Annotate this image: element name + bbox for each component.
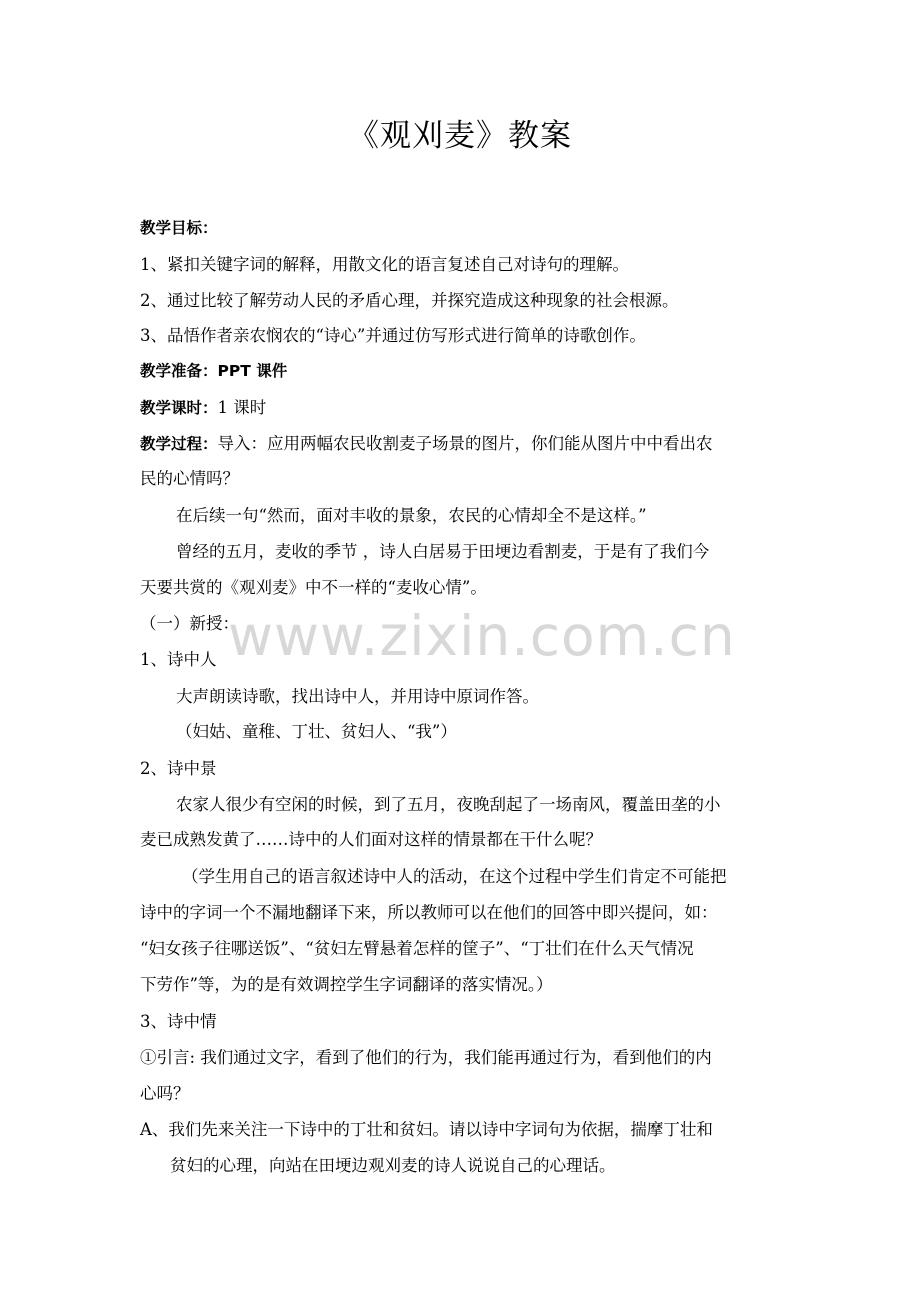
subsection-1-answer: （妇姑、童稚、丁壮、贫妇人、“我”）	[176, 722, 457, 741]
process-intro-line-1: 导入：应用两幅农民收割麦子场景的图片，你们能从图片中中看出农	[217, 434, 713, 453]
subsection-3-a-line-1: A、我们先来关注一下诗中的丁壮和贫妇。请以诗中字词句为依据，揣摩丁壮和	[140, 1120, 713, 1139]
prep-label: 教学准备：	[140, 362, 218, 380]
subsection-2-note-line-2: 诗中的字词一个不漏地翻译下来，所以教师可以在他们的回答中即兴提问，如：	[140, 903, 718, 922]
process-paragraph-2-line-2: 天要共赏的《观刈麦》中不一样的“麦收心情”。	[140, 578, 487, 597]
subsection-2-note-line-4: 下劳作”等，为的是有效调控学生字词翻译的落实情况。）	[140, 975, 553, 994]
goal-item-2: 2、通过比较了解劳动人民的矛盾心理，并探究造成这种现象的社会根源。	[140, 291, 679, 310]
prep-row	[140, 359, 790, 383]
section-new-teaching-heading: （一）新授：	[140, 614, 239, 633]
process-paragraph-1: 在后续一句“然而，面对丰收的景象，农民的心情却全不是这样。”	[176, 506, 647, 525]
subsection-2-title: 2、诗中景	[140, 759, 217, 778]
watermark: www.zixin.com.cn	[228, 604, 736, 668]
subsection-3-title: 3、诗中情	[140, 1012, 217, 1031]
hours-value: 1 课时	[217, 398, 267, 417]
subsection-3-a-line-2: 贫妇的心理，向站在田埂边观刈麦的诗人说说自己的心理话。	[170, 1156, 616, 1175]
goals-heading: 教学目标：	[140, 219, 218, 237]
goal-item-3: 3、品悟作者亲农悯农的“诗心”并通过仿写形式进行简单的诗歌创作。	[140, 326, 646, 345]
goal-item-1: 1、紧扣关键字词的解释，用散文化的语言复述自己对诗句的理解。	[140, 255, 629, 274]
subsection-2-note-line-1: （学生用自己的语言叙述诗中人的活动，在这个过程中学生们肯定不可能把	[182, 867, 727, 886]
subsection-2-line-1: 农家人很少有空闲的时候，到了五月，夜晚刮起了一场南风，覆盖田垄的小	[176, 795, 721, 814]
process-paragraph-2-line-1: 曾经的五月，麦收的季节 ，诗人白居易于田埂边看割麦，于是有了我们今	[176, 542, 710, 561]
prep-value: PPT 课件	[217, 362, 288, 380]
subsection-2-line-2: 麦已成熟发黄了……诗中的人们面对这样的情景都在干什么呢？	[140, 830, 602, 849]
subsection-1-title: 1、诗中人	[140, 650, 217, 669]
process-label: 教学过程：	[140, 435, 218, 453]
subsection-3-line-1: ①引言: 我们通过文字，看到了他们的行为，我们能再通过行为，看到他们的内	[140, 1048, 712, 1067]
subsection-2-note-line-3: “妇女孩子往哪送饭”、“贫妇左臂悬着怎样的筐子”、“丁壮们在什么天气情况	[140, 939, 694, 958]
process-intro-line-2: 民的心情吗？	[140, 469, 239, 488]
subsection-1-text: 大声朗读诗歌，找出诗中人，并用诗中原词作答。	[176, 687, 539, 706]
subsection-3-line-2: 心吗？	[140, 1084, 190, 1103]
hours-label: 教学课时：	[140, 399, 218, 417]
document-title: 《观刈麦》教案	[348, 118, 572, 154]
hours-row	[140, 396, 790, 420]
process-row	[140, 432, 790, 456]
